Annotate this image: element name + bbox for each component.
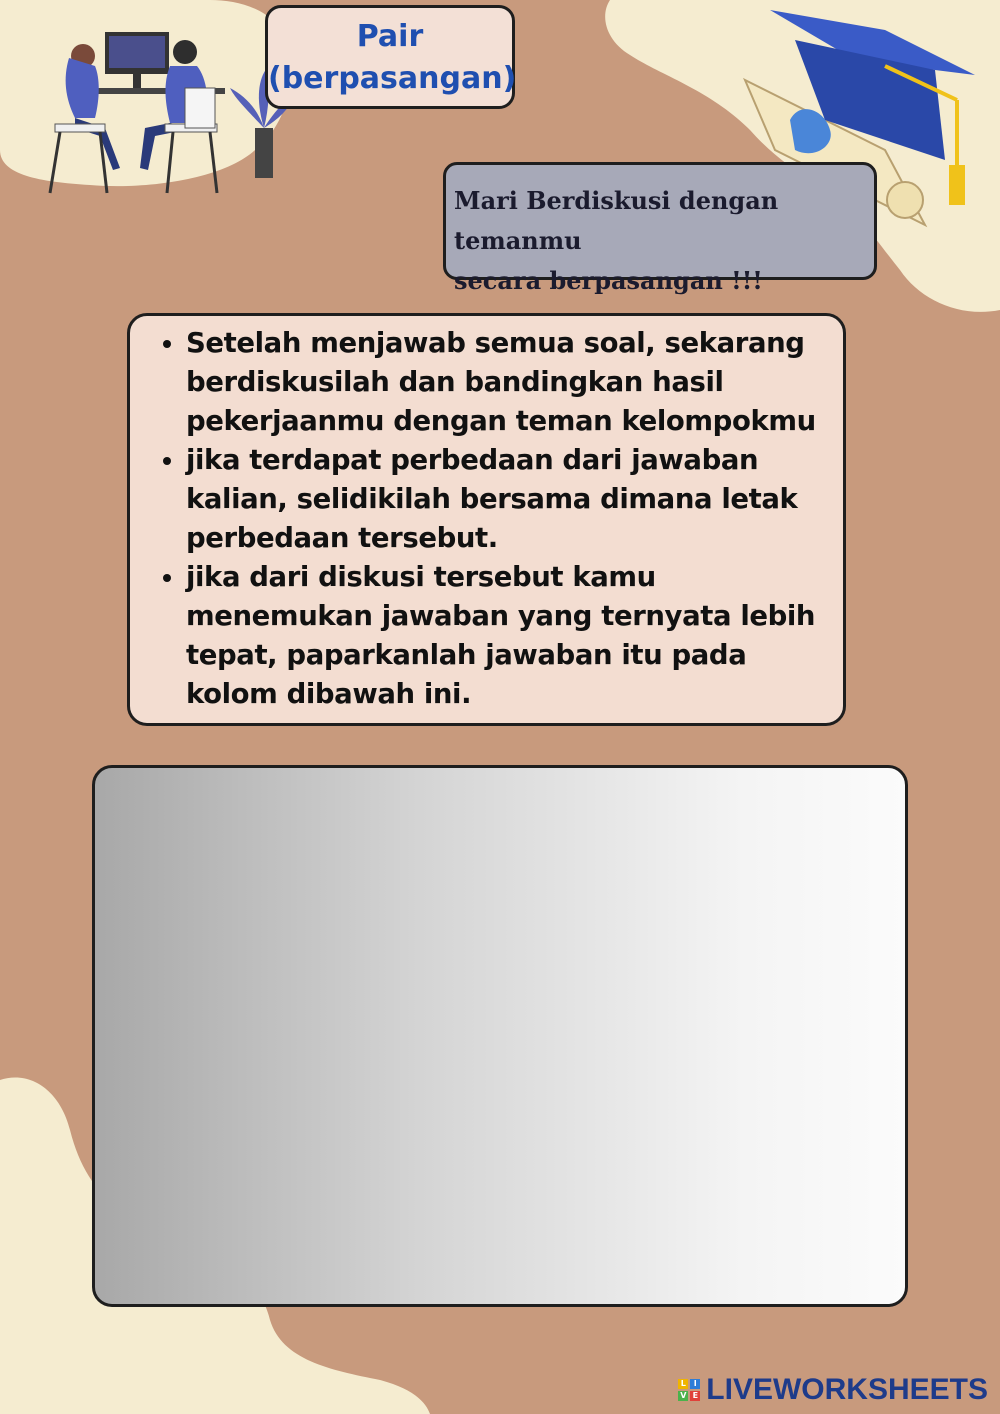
instruction-item: • jika dari diskusi tersebut kamu menemukan jawaban yang ternyata lebih tepat, paparkanlah jawaban itu pada kolom dibawah ini. xyxy=(186,558,837,714)
brand-label: LIVEWORKSHEETS xyxy=(706,1373,988,1406)
instructions-list xyxy=(136,324,837,714)
discussion-prompt xyxy=(443,162,877,295)
discussion-line-2: secara berpasangan !!! xyxy=(454,266,763,295)
liveworksheets-logo-icon: L I V E xyxy=(678,1379,700,1401)
page-title xyxy=(265,5,515,109)
title-line-2: (berpasangan) xyxy=(268,61,517,96)
instruction-item: • jika terdapat perbedaan dari jawaban kalian, selidikilah bersama dimana letak perbedaan tersebut. xyxy=(186,441,837,558)
instruction-item: • Setelah menjawab semua soal, sekarang berdiskusilah dan bandingkan hasil pekerjaanmu dengan teman kelompokmu xyxy=(186,324,837,441)
instructions-box xyxy=(127,313,846,726)
answer-textarea[interactable] xyxy=(92,765,908,1307)
liveworksheets-brand[interactable] xyxy=(678,1373,988,1407)
title-line-1: Pair xyxy=(356,19,424,54)
discussion-line-1: Mari Berdiskusi dengan temanmu xyxy=(454,186,779,255)
